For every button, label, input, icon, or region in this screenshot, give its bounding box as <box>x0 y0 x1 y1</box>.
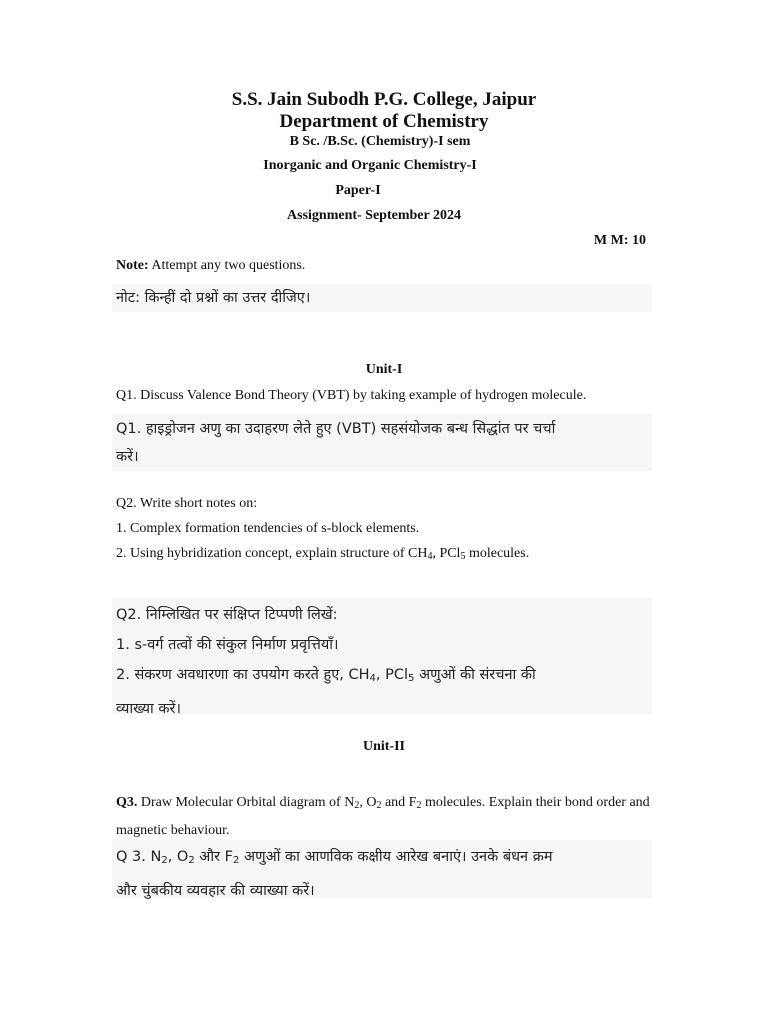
q3-hindi-sub-3: 2 <box>233 855 240 866</box>
question-2-hindi-box <box>112 598 652 717</box>
unit-1-title: Unit-I <box>365 362 403 377</box>
q3-part-a: Draw Molecular Orbital diagram of N <box>137 795 355 810</box>
question-1-hindi-line-2: करें। <box>116 449 139 465</box>
question-3-hindi-line-1 <box>116 842 648 876</box>
max-marks: M M: 10 <box>593 233 646 248</box>
question-1: Q1. Discuss Valence Bond Theory (VBT) by taking example of hydrogen molecule. <box>116 388 587 403</box>
note-hindi: नोट: किन्हीं दो प्रश्नों का उत्तर दीजिए। <box>116 290 311 306</box>
question-3 <box>116 790 656 843</box>
question-2-item-1: 1. Complex formation tendencies of s-block elements. <box>116 521 420 536</box>
course-name: B Sc. /B.Sc. (Chemistry)-I sem <box>289 134 471 149</box>
note-english <box>116 258 305 274</box>
paper-name: Paper-I <box>335 183 381 198</box>
question-2-item-2 <box>116 546 529 562</box>
q3-part-c: and F <box>381 795 417 810</box>
question-2-intro: Q2. Write short notes on: <box>116 496 258 511</box>
assignment-title: Assignment- September 2024 <box>287 208 461 223</box>
question-2-hindi-line-3 <box>116 660 648 694</box>
subject-name: Inorganic and Organic Chemistry-I <box>263 158 477 173</box>
q3-hindi-c: और F <box>194 849 234 865</box>
question-1-hindi-line-1: Q1. हाइड्रोजन अणु का उदाहरण लेते हुए (VBT) सहसंयोजक बन्ध सिद्धांत पर चर्चा <box>116 421 556 437</box>
q2-hindi-line3-mid: , PCl <box>375 667 409 683</box>
q2-hindi-sub-1: 4 <box>369 673 376 684</box>
question-1-hindi-box <box>112 414 652 471</box>
q3-hindi-sub-1: 2 <box>161 855 168 866</box>
q2-item2-sub-1: 4 <box>427 551 433 562</box>
q3-hindi-sub-2: 2 <box>188 855 195 866</box>
q3-hindi-a: Q 3. N <box>116 849 162 865</box>
q3-sub-3: 2 <box>416 800 422 811</box>
note-hindi-box <box>112 284 652 312</box>
unit-2-title: Unit-II <box>362 739 405 754</box>
q3-part-b: , O <box>359 795 377 810</box>
q3-part-d: molecules. Explain their bond order and magnetic behaviour. <box>116 795 650 838</box>
note-text: Attempt any two questions. <box>151 258 306 273</box>
q3-hindi-d: अणुओं का आणविक कक्षीय आरेख बनाएं। उनके बंधन क्रम <box>239 849 553 865</box>
college-name: S.S. Jain Subodh P.G. College, Jaipur <box>231 89 537 110</box>
question-3-hindi-box <box>112 840 652 898</box>
q3-sub-1: 2 <box>354 800 360 811</box>
department-name: Department of Chemistry <box>279 111 489 132</box>
question-3-hindi-line-2: और चुंबकीय व्यवहार की व्याख्या करें। <box>116 883 315 899</box>
q2-hindi-line3-suffix: अणुओं की संरचना की <box>414 667 536 683</box>
q2-item2-sub-2: 5 <box>460 551 466 562</box>
q3-hindi-b: , O <box>167 849 189 865</box>
question-2-hindi-line-2: 1. s-वर्ग तत्वों की संकुल निर्माण प्रवृत्तियाँ। <box>116 637 339 653</box>
question-2-hindi-line-4: व्याख्या करें। <box>116 701 181 717</box>
note-label: Note: <box>116 258 149 273</box>
q3-label: Q3. <box>116 795 138 810</box>
q2-hindi-line3-prefix: 2. संकरण अवधारणा का उपयोग करते हुए, CH <box>116 667 370 683</box>
q3-sub-2: 2 <box>376 800 382 811</box>
question-2-hindi-line-1: Q2. निम्लिखित पर संक्षिप्त टिप्पणी लिखें: <box>116 607 338 623</box>
q2-hindi-sub-2: 5 <box>408 673 415 684</box>
q2-item2-suffix: molecules. <box>465 546 530 561</box>
q2-item2-mid: , PCl <box>432 546 461 561</box>
q2-item2-prefix: 2. Using hybridization concept, explain structure of CH <box>116 546 428 561</box>
